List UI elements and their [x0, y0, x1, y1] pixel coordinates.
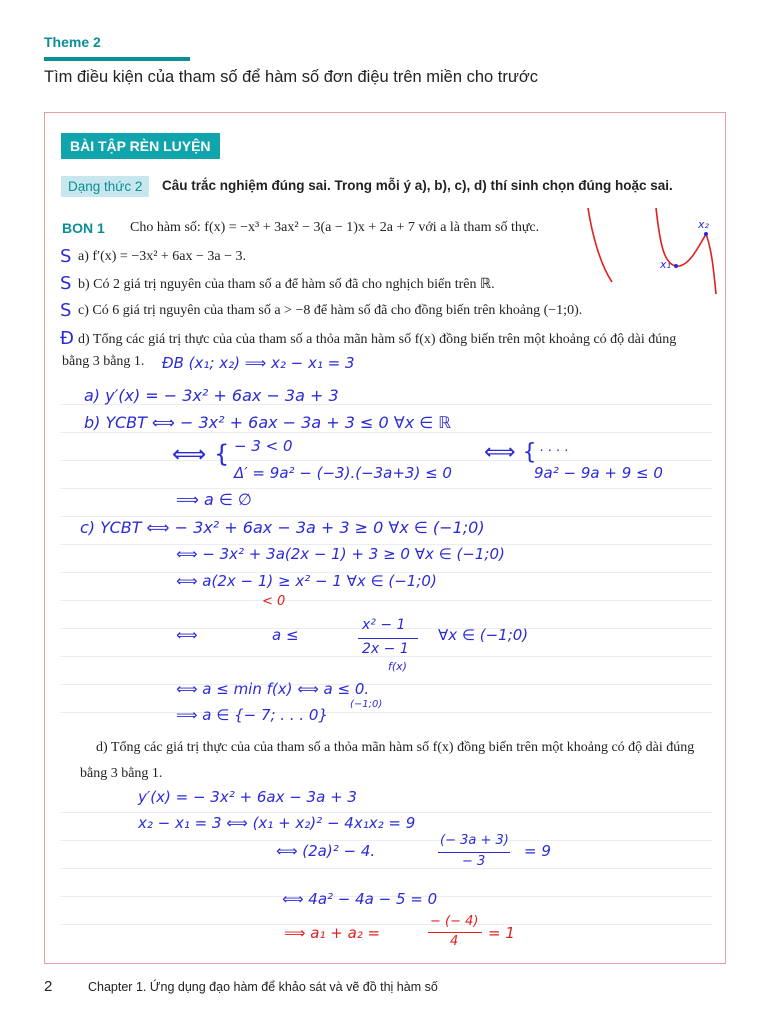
solution-b-alt-1: . . . . [540, 440, 569, 455]
solution-c-line4-arrow: ⟺ [176, 626, 198, 644]
solution-d-sum: ⟹ a₁ + a₂ = [284, 924, 381, 942]
solution-c-fraction-num: x² − 1 [362, 617, 406, 633]
ruled-line [60, 812, 712, 813]
item-c: c) Có 6 giá trị nguyên của tham số a > −8 để hàm số đã cho đồng biến trên khoảng (−1;0). [78, 303, 583, 318]
problem-label: BON 1 [62, 220, 105, 236]
solution-d-line3: ⟺ (2a)² − 4. [276, 842, 376, 860]
solution-d-fraction-num: (− 3a + 3) [440, 833, 509, 848]
brace-left: ⟺ { [172, 440, 230, 468]
ruled-line [60, 924, 712, 925]
form-tag: Dạng thức 2 [61, 176, 149, 197]
ruled-line [60, 516, 712, 517]
ruled-line [60, 712, 712, 713]
item-d-repeat-continuation: bằng 3 bằng 1. [80, 766, 163, 781]
theme-label: Theme 2 [44, 34, 101, 50]
problem-statement: Cho hàm số: f(x) = −x³ + 3ax² − 3(a − 1)x + 2a + 7 với a là tham số thực. [130, 220, 540, 235]
solution-d-quadratic: ⟺ 4a² − 4a − 5 = 0 [282, 890, 438, 908]
fraction-bar [438, 852, 510, 853]
graph-label-x2: x₂ [698, 218, 709, 231]
solution-d-derivative: y′(x) = − 3x² + 6ax − 3a + 3 [138, 788, 357, 806]
solution-c-line4-lhs: a ≤ [272, 626, 299, 644]
item-d: d) Tổng các giá trị thực của của tham số a thỏa mãn hàm số f(x) đồng biến trên một khoảng có độ dài đúng [78, 332, 677, 347]
ruled-line [60, 432, 712, 433]
solution-c-line3: ⟺ a(2x − 1) ≥ x² − 1 ∀x ∈ (−1;0) [176, 572, 437, 590]
solution-c-line5: ⟺ a ≤ min f(x) ⟺ a ≤ 0. [176, 680, 370, 698]
solution-d-equals-9: = 9 [524, 842, 551, 860]
item-d-repeat: d) Tổng các giá trị thực của của tham số a thỏa mãn hàm số f(x) đồng biến trên một khoảng có độ dài đúng [96, 740, 695, 755]
solution-d-sum-den: 4 [450, 934, 459, 949]
answer-mark-a: S [60, 246, 72, 267]
theme-underline [44, 57, 190, 61]
solution-c-min-domain: (−1;0) [350, 699, 383, 710]
solution-c-fx-label: f(x) [388, 660, 407, 673]
solution-b: b) YCBT ⟺ − 3x² + 6ax − 3a + 3 ≤ 0 ∀x ∈ ℝ [84, 413, 451, 432]
solution-c-sign-note: < 0 [262, 594, 286, 609]
solution-c-fraction-den: 2x − 1 [362, 641, 409, 657]
item-b: b) Có 2 giá trị nguyên của tham số a để hàm số đã cho nghịch biến trên ℝ. [78, 277, 495, 292]
ruled-line [60, 684, 712, 685]
page-title: Tìm điều kiện của tham số để hàm số đơn điệu trên miền cho trước [44, 68, 539, 86]
ruled-line [60, 868, 712, 869]
solution-b-result: ⟹ a ∈ ∅ [176, 490, 252, 509]
solution-d-sum-value: = 1 [488, 924, 515, 942]
solution-d-sum-num: − (− 4) [430, 914, 479, 929]
solution-d-line2: x₂ − x₁ = 3 ⟺ (x₁ + x₂)² − 4x₁x₂ = 9 [138, 814, 416, 832]
item-d-continuation: bằng 3 bằng 1. [62, 354, 145, 369]
graph-label-x1: x₁ [660, 258, 671, 271]
answer-mark-c: S [60, 300, 72, 321]
solution-b-alt-2: 9a² − 9a + 9 ≤ 0 [534, 464, 663, 482]
page-number: 2 [44, 978, 53, 995]
answer-mark-d: Đ [60, 328, 74, 349]
chapter-footer: Chapter 1. Ứng dụng đạo hàm để khảo sát và vẽ đồ thị hàm số [88, 980, 438, 994]
solution-c-line1: c) YCBT ⟺ − 3x² + 6ax − 3a + 3 ≥ 0 ∀x ∈ (−1;0) [80, 518, 485, 537]
ruled-line [60, 840, 712, 841]
note-d: ĐB (x₁; x₂) ⟹ x₂ − x₁ = 3 [162, 354, 355, 372]
item-a: a) f′(x) = −3x² + 6ax − 3a − 3. [78, 249, 247, 264]
solution-b-system-2: Δ′ = 9a² − (−3).(−3a+3) ≤ 0 [234, 464, 452, 482]
solution-b-system-1: − 3 < 0 [234, 437, 293, 455]
fraction-bar [428, 932, 482, 933]
exercise-badge: BÀI TẬP RÈN LUYỆN [61, 133, 220, 159]
solution-c-line2: ⟺ − 3x² + 3a(2x − 1) + 3 ≥ 0 ∀x ∈ (−1;0) [176, 545, 505, 563]
solution-d-fraction-den: − 3 [462, 854, 486, 869]
ruled-line [60, 600, 712, 601]
brace-right: ⟺ { [484, 440, 537, 465]
solution-c-result: ⟹ a ∈ {− 7; . . . 0} [176, 706, 329, 724]
answer-mark-b: S [60, 273, 72, 294]
ruled-line [60, 488, 712, 489]
solution-c-line4-domain: ∀x ∈ (−1;0) [438, 626, 529, 644]
form-description: Câu trắc nghiệm đúng sai. Trong mỗi ý a), b), c), d) thí sinh chọn đúng hoặc sai. [162, 178, 673, 193]
fraction-bar [358, 638, 418, 639]
ruled-line [60, 460, 712, 461]
solution-a: a) y′(x) = − 3x² + 6ax − 3a + 3 [84, 386, 339, 405]
